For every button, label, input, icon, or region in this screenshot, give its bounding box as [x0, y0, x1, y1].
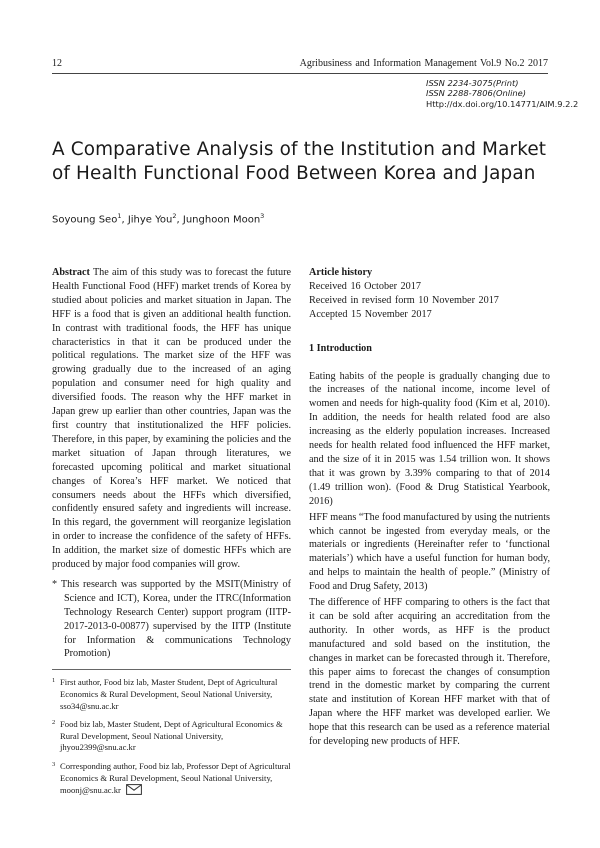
author-name: Soyoung Seo	[52, 214, 118, 226]
right-column	[309, 266, 550, 749]
header-divider	[52, 73, 548, 74]
issn-online: ISSN 2288-7806(Online)	[426, 88, 526, 99]
abstract	[52, 266, 291, 572]
intro-paragraph: The difference of HFF comparing to others is the fact that it can be sold after acquiring an accreditation from the authority. In other words, as HFF is the product manufactured and sold based on the institution, the changes in market can be forecasted through it. Therefore, this paper aims to forecast the changes of consumption trend in the domestic market by comparing the current state and institution of Korean HFF market with that of Japan where the HFF market was developed earlier. We hope that this research can be used as a reference material for developing new products of HFF.	[309, 597, 550, 748]
footnote-divider	[52, 669, 291, 670]
abstract-text: The aim of this study was to forecast the future Health Functional Food (HFF) market trends of Korea by studied about policies and market situation in Japan. The HFF is a food that is given an additional health function. In contrast with traditional foods, the HFF has unique characteristics in that it can be produced under the political regulations. The market size of the HFF was growing gradually due to the increased of an aging population and consumer need for high quality and diversified foods. The reason why the HFF market in Japan grew up earlier than other countries, Japan was the first country that institutionalized the HFF policies. Therefore, in this paper, by examining the policies and the market situation of Japan through literatures, we forecasted upcoming political and market situational changes of Korea’s HFF market. We noticed that consumers needs about the HFFs which diversified, confidently ensured safety and ingredients will increase. In this regard, the government will reorganize legislation in order to increase the confidence of the safety of HFFs. In addition, the market size of domestic HFFs which are produced by major food companies will grow.	[52, 267, 291, 571]
intro-paragraph: HFF means “The food manufactured by using the nutrients which cannot be ingested from everyday meals, or the materials or ingredients (Hereinafter refer to ‘functional materials’) which have a useful function for human body, and helps to maintain the health of people.” (Ministry of Food and Drug Safety, 2013)	[309, 511, 550, 593]
support-note: * This research was supported by the MSIT(Ministry of Science and ICT), Korea, under the ITRC(Information Technology Research Center) support program (IITP-2017-2013-0-00877) supervised by the IITP (Institute for Information & communications Technology Promotion)	[52, 578, 291, 660]
footnote	[52, 677, 291, 712]
footnote-text: Corresponding author, Food biz lab, Professor Dept of Agricultural Economics & Rural Development, Seoul National University, moonj@snu.ac.kr	[60, 760, 291, 796]
journal-info: Agribusiness and Information Management Vol.9 No.2 2017	[299, 58, 548, 69]
abstract-label: Abstract	[52, 267, 90, 278]
author-name: Jihye You	[127, 214, 173, 226]
footnote	[52, 719, 291, 754]
author-list: Soyoung Seo$^1$, Jihye You$^2$, Junghoon Moon$^3$	[52, 212, 265, 226]
author-mark: 2	[172, 212, 177, 220]
issn-block	[426, 78, 578, 109]
envelope-icon[interactable]	[126, 784, 142, 799]
paper-title: A Comparative Analysis of the Institution and Market of Health Functional Food Between Korea and Japan	[52, 139, 547, 184]
left-column	[52, 266, 291, 799]
footnote-text: Food biz lab, Master Student, Dept of Agricultural Economics & Rural Development, Seoul National University, jhyou2399@snu.ac.kr	[60, 719, 283, 753]
page-number: 12	[52, 58, 62, 69]
received-date: Received 16 October 2017	[309, 280, 421, 292]
issn-print: ISSN 2234-3075(Print)	[426, 78, 519, 88]
footnote-mark: 2	[52, 719, 56, 727]
intro-paragraph: Eating habits of the people is gradually changing due to the increases of the national income, income level of women and needs for high-quality food (Kim et al, 2010). In addition, the needs for health related food are also increasing as the elderly population increases. Increased needs for health related food influenced the HFF market, and the size of it in 2015 was 1.54 trillion won. It shows that it was grown by 3.39% comparing to that of 2014 (1.49 trillion won). (Food & Drug Statistical Yearbook, 2016)	[309, 370, 550, 507]
footnote-mark: 1	[52, 677, 56, 685]
footnote-text: First author, Food biz lab, Master Student, Dept of Agricultural Economics & Rural Development, Seoul National University, sso34@snu.ac.kr	[60, 677, 278, 711]
author-mark: 3	[260, 212, 265, 220]
doi-link[interactable]: Http://dx.doi.org/10.14771/AIM.9.2.2	[426, 98, 579, 109]
author-mark: 1	[117, 212, 122, 220]
footnote	[52, 761, 291, 799]
envelope-icon-graphic	[126, 784, 142, 795]
footnote-mark: 3	[52, 760, 56, 768]
author-name: Junghoon Moon	[182, 214, 261, 226]
article-history-heading: Article history	[309, 267, 373, 278]
running-head	[52, 58, 548, 72]
revised-date: Received in revised form 10 November 2017	[309, 294, 499, 306]
section-heading-introduction: 1 Introduction	[309, 342, 372, 354]
accepted-date: Accepted 15 November 2017	[309, 308, 432, 320]
